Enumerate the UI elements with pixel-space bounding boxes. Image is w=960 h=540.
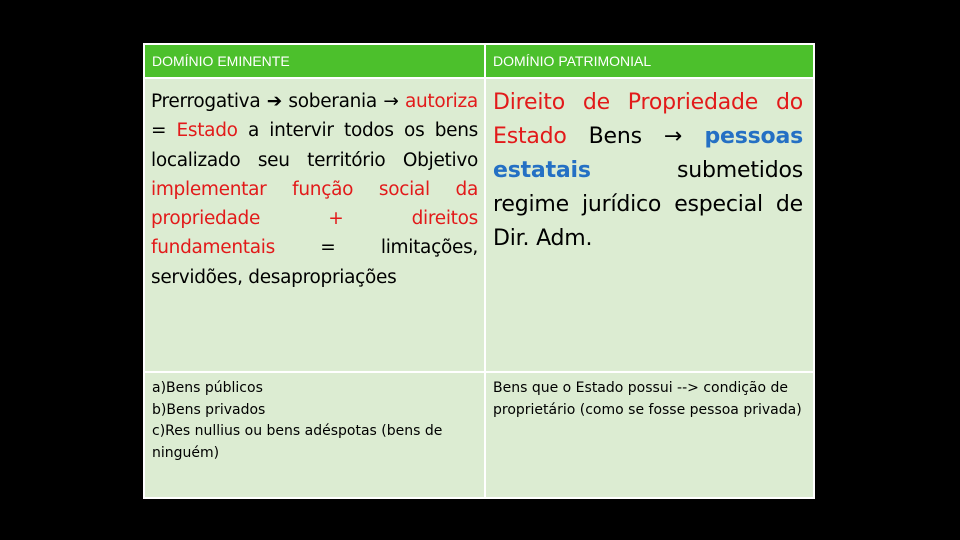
text-regime-juridico: submetidos regime jurídico especial de Dir. Adm. (493, 158, 803, 251)
highlight-funcao-social: implementar função social da propriedade + direitos fundamentais (151, 178, 478, 259)
header-row (144, 44, 814, 78)
patrimonial-definition-text (486, 79, 813, 256)
text-limitacoes: = limitações, servidões, desapropriações (151, 237, 478, 288)
text-prerrogativa: Prerrogativa (151, 91, 261, 112)
arrow-icon: ➔ (266, 91, 282, 112)
header-dominio-eminente: DOMÍNIO EMINENTE (144, 44, 485, 78)
highlight-autoriza: autoriza (404, 91, 478, 112)
list-item: a)Bens públicos (152, 380, 263, 396)
definition-row (144, 78, 814, 372)
highlight-direito-propriedade: Direito de Propriedade do Estado (493, 90, 803, 149)
patrimonial-details-cell (485, 372, 814, 498)
header-dominio-patrimonial: DOMÍNIO PATRIMONIAL (485, 44, 814, 78)
patrimonial-definition-cell (485, 78, 814, 372)
text-equals: = (151, 120, 177, 142)
eminente-details-cell (144, 372, 485, 498)
arrow-right-icon: → (663, 124, 682, 149)
arrow-right-icon: → (383, 91, 399, 112)
eminente-definition-cell (144, 78, 485, 372)
bens-list (145, 373, 484, 464)
list-item: b)Bens privados (152, 401, 266, 418)
details-row (144, 372, 814, 498)
text-soberania: soberania (281, 91, 384, 112)
patrimonial-details-text: Bens que o Estado possui --> condição de proprietário (como se fosse pessoa privada) (493, 380, 802, 418)
highlight-estado: Estado (176, 120, 238, 142)
text-bens: Bens (588, 124, 664, 149)
highlight-pessoas-estatais: pessoas estatais (493, 124, 804, 183)
comparison-table (143, 43, 815, 499)
text-intervir: a intervir todos os bens localizado seu território Objetivo (151, 120, 478, 171)
list-item: c)Res nullius ou bens adéspotas (bens de ninguém) (152, 423, 443, 461)
eminente-definition-text (145, 79, 484, 292)
